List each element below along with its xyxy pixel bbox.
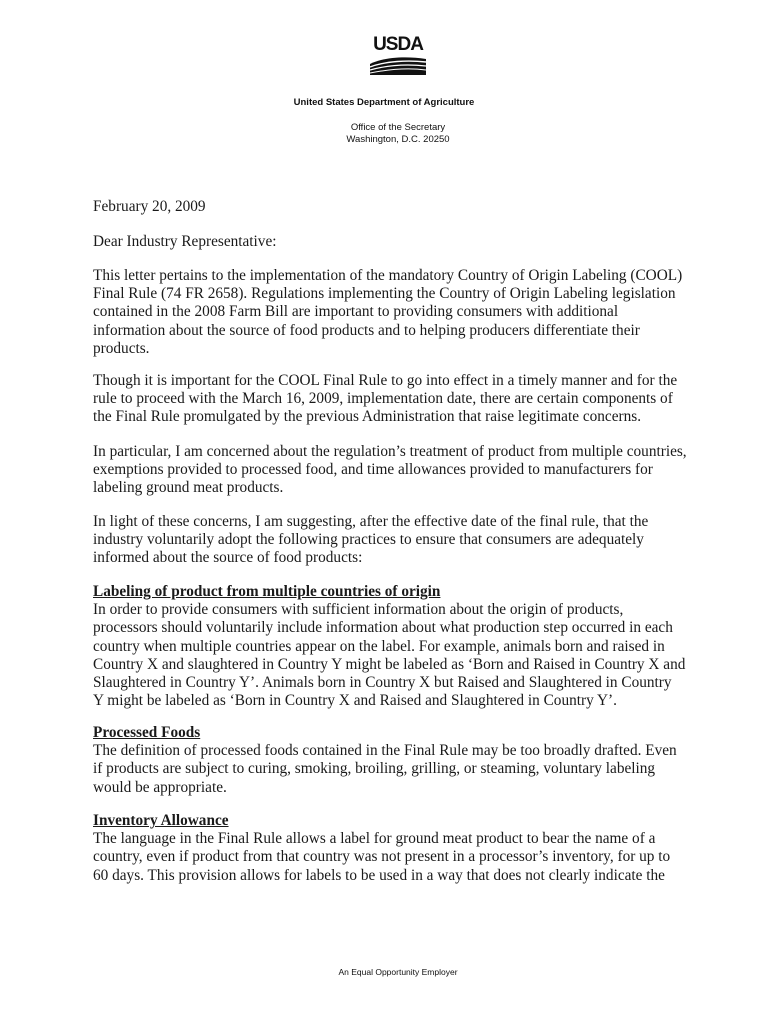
paragraph-4 — [93, 513, 693, 568]
section-processed-foods — [93, 724, 693, 797]
section-heading: Processed Foods — [93, 724, 201, 741]
section-line: if products are subject to curing, smoking, broiling, grilling, or steaming, voluntary labeling — [93, 760, 656, 778]
paragraph-line: Final Rule (74 FR 2658). Regulations implementing the Country of Origin Labeling legislation — [93, 285, 676, 303]
paragraph-1 — [93, 267, 693, 358]
section-line: The definition of processed foods contained in the Final Rule may be too broadly drafted. Even — [93, 742, 677, 760]
section-heading: Labeling of product from multiple countries of origin — [93, 583, 441, 600]
paragraph-2 — [93, 372, 693, 427]
usda-logo — [366, 35, 430, 77]
paragraph-line: labeling ground meat products. — [93, 479, 284, 497]
section-line: country when multiple countries appear on the label. For example, animals born and raised in — [93, 637, 665, 655]
agency-name: United States Department of Agriculture — [293, 97, 475, 108]
office-line-2: Washington, D.C. 20250 — [346, 134, 450, 145]
paragraph-line: In light of these concerns, I am suggesting, after the effective date of the final rule, that the — [93, 513, 649, 530]
paragraph-line: informed about the source of food products: — [93, 549, 363, 567]
footer-equal-opportunity: An Equal Opportunity Employer — [338, 967, 458, 977]
office-line-1: Office of the Secretary — [350, 122, 446, 133]
paragraph-line: the Final Rule promulgated by the previous Administration that raise legitimate concerns. — [93, 408, 642, 426]
paragraph-line: rule to proceed with the March 16, 2009, implementation date, there are certain components of — [93, 390, 673, 408]
paragraph-line: exemptions provided to processed food, and time allowances provided to manufacturers for — [93, 461, 653, 479]
paragraph-line: In particular, I am concerned about the regulation’s treatment of product from multiple countries, — [93, 443, 687, 460]
paragraph-line: contained in the 2008 Farm Bill are important to providing consumers with additional — [93, 303, 619, 321]
section-heading: Inventory Allowance — [93, 812, 229, 829]
section-line: In order to provide consumers with sufficient information about the origin of products, — [93, 601, 624, 619]
paragraph-line: products. — [93, 339, 150, 357]
salutation: Dear Industry Representative: — [93, 233, 277, 250]
paragraph-3 — [93, 443, 693, 498]
paragraph-line: information about the source of food products and to helping producers differentiate their — [93, 321, 640, 339]
paragraph-line: This letter pertains to the implementation of the mandatory Country of Origin Labeling (COOL) — [93, 267, 683, 284]
paragraph-line: industry voluntarily adopt the following practices to ensure that consumers are adequately — [93, 531, 644, 549]
paragraph-line: Though it is important for the COOL Final Rule to go into effect in a timely manner and for the — [93, 372, 678, 389]
usda-logo-text: USDA — [373, 34, 423, 55]
usda-field-icon — [370, 55, 426, 75]
section-line: Y might be labeled as ‘Born in Country X and Raised and Slaughtered in Country Y’. — [93, 692, 617, 710]
section-line: Slaughtered in Country Y’. Animals born in Country X but Raised and Slaughtered in Country — [93, 674, 672, 692]
letter-date: February 20, 2009 — [93, 198, 206, 215]
section-line: 60 days. This provision allows for labels to be used in a way that does not clearly indicate the — [93, 866, 665, 884]
section-line: processors should voluntarily include information about what production step occurred in each — [93, 619, 673, 637]
section-line: country, even if product from that country was not present in a processor’s inventory, for up to — [93, 848, 671, 866]
section-line: would be appropriate. — [93, 778, 227, 796]
office-address — [0, 122, 768, 146]
section-line: The language in the Final Rule allows a label for ground meat product to bear the name of a — [93, 830, 656, 848]
section-inventory-allowance — [93, 812, 693, 885]
section-multiple-countries — [93, 583, 693, 710]
section-line: Country X and slaughtered in Country Y might be labeled as ‘Born and Raised in Country X and — [93, 655, 686, 673]
